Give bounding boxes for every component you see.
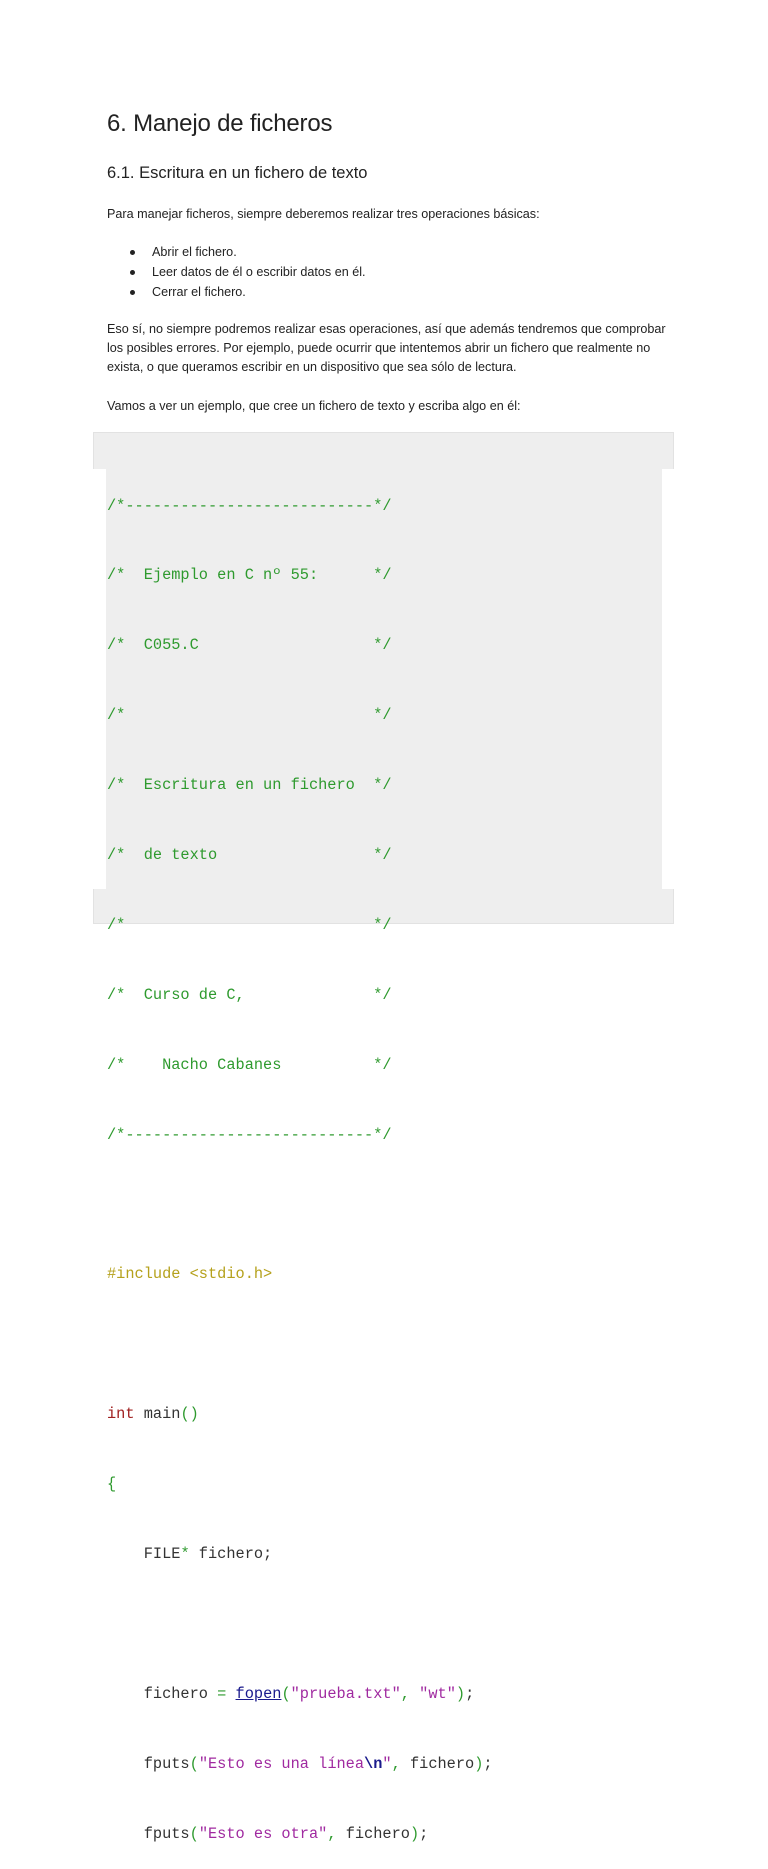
code-decl-line: FILE* fichero;	[107, 1544, 273, 1563]
code-comment-line: /* */	[107, 706, 392, 725]
code-comment-line: /* Ejemplo en C nº 55: */	[107, 566, 392, 585]
code-comment-line: /*---------------------------*/	[107, 1125, 392, 1144]
list-item: Abrir el fichero.	[107, 242, 366, 262]
code-comment-line: /* */	[107, 915, 392, 934]
code-listing	[107, 448, 493, 1869]
code-keyword: int	[107, 1405, 135, 1424]
bullet-icon	[130, 270, 135, 275]
code-comment-line: /*---------------------------*/	[107, 496, 392, 515]
code-fputs-line: fputs("Esto es otra", fichero);	[107, 1824, 429, 1843]
list-item: Leer datos de él o escribir datos en él.	[107, 262, 366, 282]
operations-list	[107, 242, 366, 302]
code-comment-line: /* Nacho Cabanes */	[107, 1055, 392, 1074]
errors-paragraph: Eso sí, no siempre podremos realizar esas operaciones, así que además tendremos que comprobar los posibles errores. Por ejemplo, puede ocurrir que intentemos abrir un fichero que realmente no exista, o que queramos escribir en un dispositivo que sea sólo de lectura.	[107, 322, 666, 374]
code-brace-line: {	[107, 1475, 117, 1494]
code-comment-line: /* de texto */	[107, 846, 392, 865]
intro-paragraph: Para manejar ficheros, siempre deberemos realizar tres operaciones básicas:	[107, 207, 540, 221]
code-main-line: int main()	[107, 1405, 199, 1424]
bullet-icon	[130, 250, 135, 255]
code-fputs-line: fputs("Esto es una línea\n", fichero);	[107, 1754, 493, 1773]
section-title: 6.1. Escritura en un fichero de texto	[107, 164, 368, 182]
code-comment-line: /* Curso de C, */	[107, 985, 392, 1004]
bullet-icon	[130, 290, 135, 295]
page-title: 6. Manejo de ficheros	[107, 110, 333, 137]
code-fopen-line: fichero = fopen("prueba.txt", "wt");	[107, 1684, 475, 1703]
code-comment-line: /* C055.C */	[107, 636, 392, 655]
example-intro-paragraph: Vamos a ver un ejemplo, que cree un fichero de texto y escriba algo en él:	[107, 399, 521, 413]
code-include-line: #include <stdio.h>	[107, 1265, 273, 1284]
code-comment-line: /* Escritura en un fichero */	[107, 776, 392, 795]
list-item: Cerrar el fichero.	[107, 282, 366, 302]
fopen-link[interactable]: fopen	[235, 1684, 282, 1703]
